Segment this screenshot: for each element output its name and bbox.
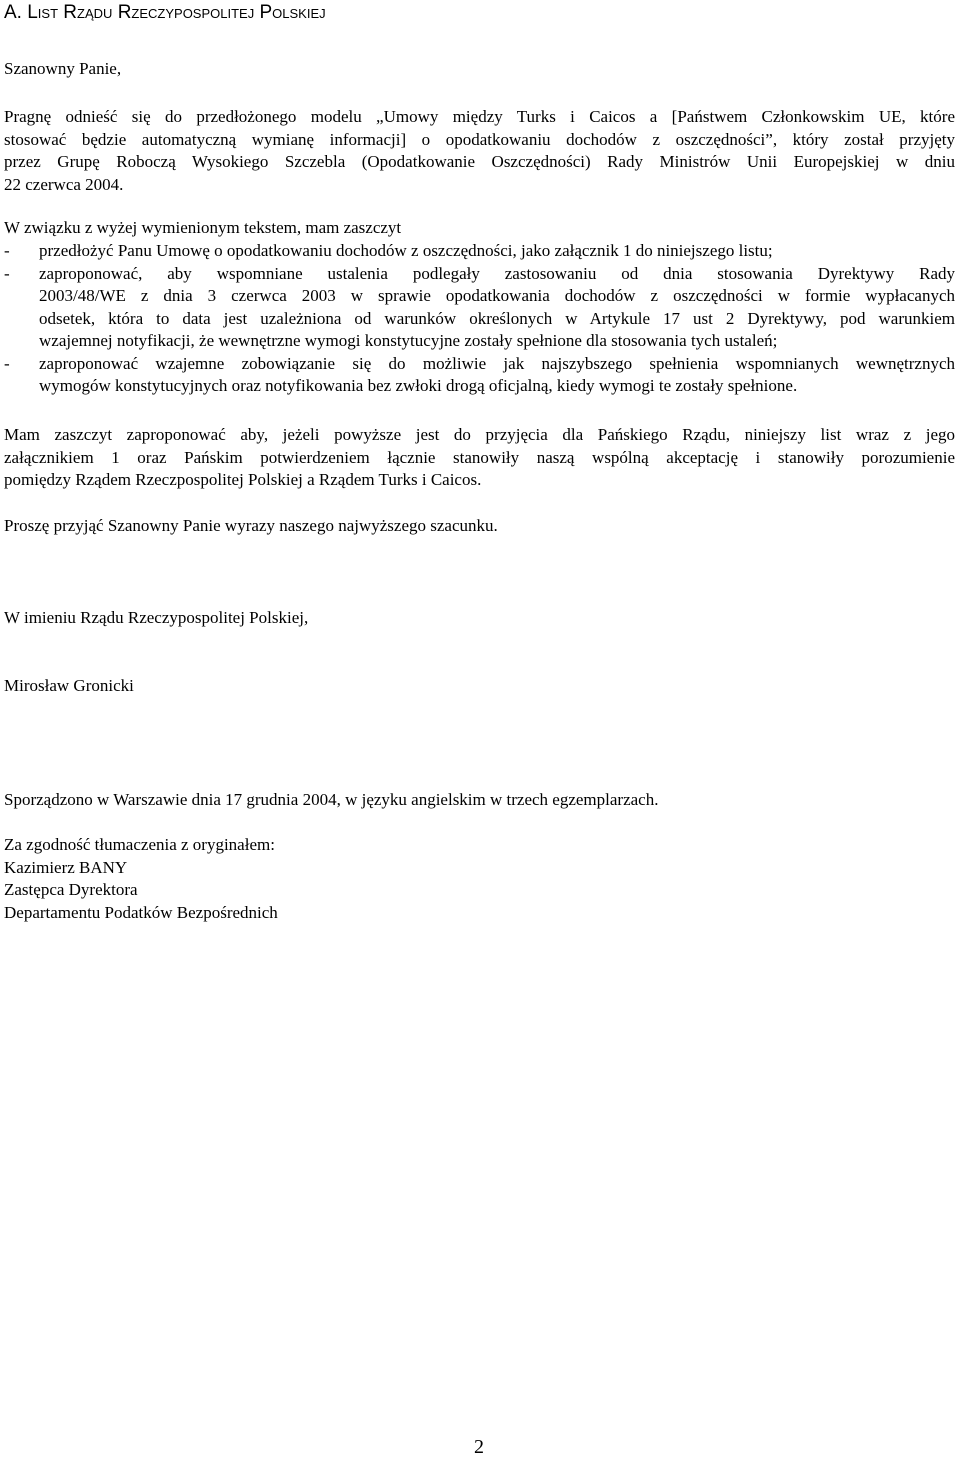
place-date-text: Sporządzono w Warszawie dnia 17 grudnia 2004, w języku angielskim w trzech egzemplarzach. (4, 790, 659, 809)
list-item-line: odsetek, która to data jest uzależniona od warunków określonych w Artykule 17 ust 2 Dyrektywy, pod warunkiem (39, 308, 955, 328)
list-item (4, 353, 955, 398)
salutation (4, 58, 955, 81)
closing-line (4, 515, 955, 538)
paragraph-reference (4, 106, 955, 196)
list-item-line: 2003/48/WE z dnia 3 czerwca 2003 w sprawie opodatkowania dochodów z oszczędności w formie wypłacanych (39, 286, 955, 305)
paragraph-line: Mam zaszczyt zaproponować aby, jeżeli powyższe jest do przyjęcia dla Pańskiego Rządu, niniejszy list wraz z jego (4, 425, 955, 444)
paragraph-proposal (4, 424, 955, 492)
page-number: 2 (474, 1436, 484, 1458)
paragraph-line: przez Grupę Roboczą Wysokiego Szczebla (Opodatkowanie Oszczędności) Rady Ministrów Unii Europejskiej w dniu (4, 152, 955, 171)
certifier-department: Departamentu Podatków Bezpośrednich (4, 902, 278, 922)
salutation-text: Szanowny Panie, (4, 59, 122, 78)
list-dash: - (4, 241, 10, 260)
list-item-line: wzajemnej notyfikacji, że wewnętrzne wymogi konstytucyjne zostały spełnione dla stosowania tych ustaleń; (39, 331, 778, 350)
list-item-line: przedłożyć Panu Umowę o opodatkowaniu dochodów z oszczędności, jako załącznik 1 do niniejszego listu; (39, 241, 773, 260)
place-date-line (4, 789, 955, 812)
on-behalf-line (4, 607, 955, 630)
list-item-line: zaproponować, aby wspomniane ustalenia podlegały zastosowaniu od dnia stosowania Dyrektywy Rady (39, 263, 955, 283)
closing-text: Proszę przyjąć Szanowny Panie wyrazy naszego najwyższego szacunku. (4, 516, 498, 535)
paragraph-line: Pragnę odnieść się do przedłożonego modelu „Umowy między Turks i Caicos a [Państwem Członkowskim UE, które (4, 107, 955, 126)
paragraph-line: załącznikiem 1 oraz Pańskim potwierdzeniem łącznie stanowiły naszą wspólną akceptację i stanowiły porozumienie (4, 447, 955, 467)
certifier-name: Kazimierz BANY (4, 857, 128, 877)
intro-line-text: W związku z wyżej wymienionym tekstem, mam zaszczyt (4, 218, 402, 237)
signatory-name: Mirosław Gronicki (4, 676, 134, 695)
document-heading: A. List Rządu Rzeczypospolitej Polskiej (4, 2, 326, 23)
certification-block (4, 834, 955, 924)
list-dash: - (4, 353, 10, 373)
paragraph-line: stosować będzie automatyczną wymianę informacji] o opodatkowaniu dochodów z oszczędności”, który został przyjęty (4, 129, 955, 149)
list-item-line: wymogów konstytucyjnych oraz notyfikowania bez zwłoki drogą oficjalną, kiedy wymogi te zostały spełnione. (39, 376, 798, 395)
signatory (4, 675, 955, 698)
list-dash: - (4, 263, 10, 283)
certifier-position: Zastępca Dyrektora (4, 880, 138, 899)
list-item (4, 240, 955, 263)
paragraph-line: pomiędzy Rządem Rzeczpospolitej Polskiej a Rządem Turks i Caicos. (4, 470, 482, 489)
proposal-list (4, 240, 955, 398)
list-item-line: zaproponować wzajemne zobowiązanie się do możliwie jak najszybszego spełnienia wspomnianych wewnętrznych (39, 353, 955, 373)
paragraph-line: 22 czerwca 2004. (4, 174, 124, 194)
certification-label: Za zgodność tłumaczenia z oryginałem: (4, 835, 275, 854)
list-item (4, 263, 955, 353)
intro-line (4, 217, 955, 240)
on-behalf-text: W imieniu Rządu Rzeczypospolitej Polskiej, (4, 608, 309, 627)
